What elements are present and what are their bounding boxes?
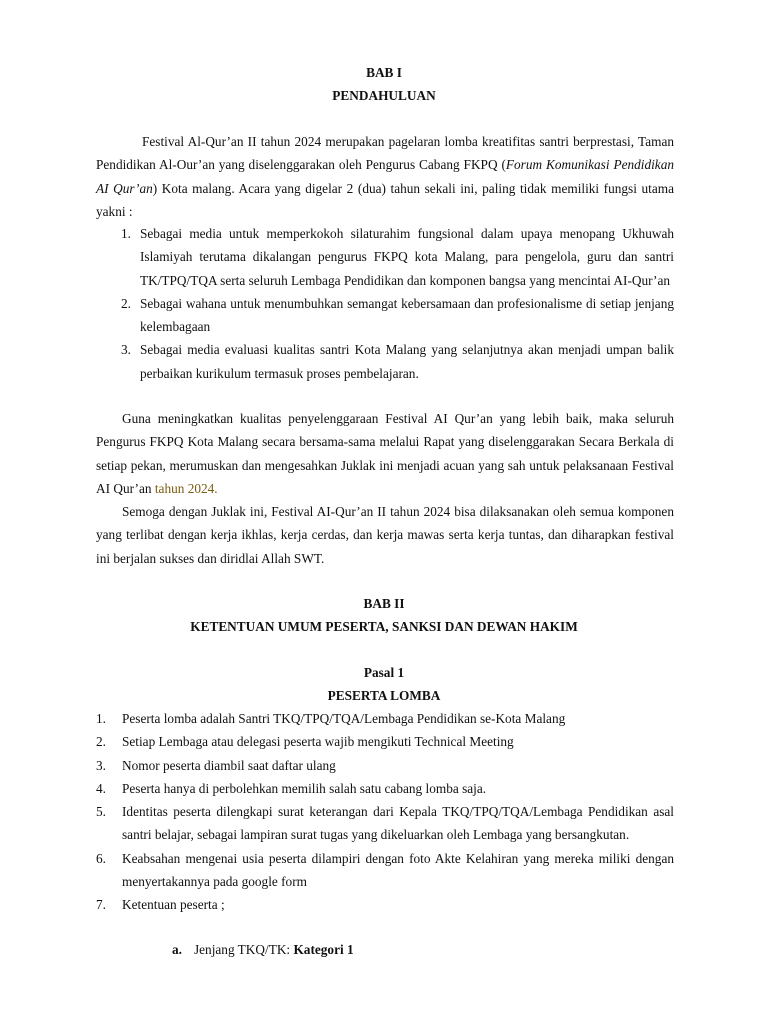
list-item — [121, 292, 674, 339]
bab1-title: BAB I — [366, 65, 402, 80]
list-number: 2. — [121, 295, 131, 311]
list-item — [96, 800, 674, 847]
list-item — [121, 338, 674, 385]
list-text: Peserta hanya di perbolehkan memilih salah satu cabang lomba saja. — [122, 780, 487, 796]
pasal1-title: Pasal 1 — [363, 665, 405, 680]
intro-paragraph — [96, 130, 674, 223]
list-item — [96, 730, 674, 753]
paragraph-semoga — [96, 500, 674, 570]
sub-letter: a. — [172, 942, 182, 957]
pendahuluan-list — [121, 222, 674, 385]
list-text: Sebagai wahana untuk menumbuhkan semangat kebersamaan dan profesionalisme di setiap jenjang kelembagaan — [140, 295, 674, 335]
list-number: 6. — [96, 850, 106, 866]
list-number: 5. — [96, 804, 106, 820]
paragraph-guna — [96, 407, 674, 500]
peserta-list — [96, 707, 674, 917]
list-number: 3. — [96, 757, 106, 773]
list-item — [96, 777, 674, 800]
list-text: Identitas peserta dilengkapi surat keterangan dari Kepala TKQ/TPQ/TQA/Lembaga Pendidikan asal santri belajar, sebagai lampiran surat tugas yang dikeluarkan oleh Lembaga yang bersangkutan. — [122, 804, 674, 843]
list-text: Setiap Lembaga atau delegasi peserta wajib mengikuti Technical Meeting — [122, 734, 514, 750]
intro-italic: Forum Komunikasi Pendidikan AI Qur’an — [96, 157, 675, 196]
bab2-title: BAB II — [363, 596, 405, 611]
bab1-subtitle: PENDAHULUAN — [332, 88, 436, 103]
list-text: Keabsahan mengenai usia peserta dilampiri dengan foto Akte Kelahiran yang mereka miliki dengan menyertakannya pada google form — [122, 850, 674, 890]
semoga-text: Semoga dengan Juklak ini, Festival AI-Qur’an II tahun 2024 bisa dilaksanakan oleh semua komponen yang terlibat dengan kerja ikhlas, kerja cerdas, dan kerja mawas serta kerja tuntas, dan diharapkan festival ini berjalan sukses dan diridlai Allah SWT. — [96, 504, 674, 566]
list-number: 1. — [121, 226, 131, 241]
list-text: Peserta lomba adalah Santri TKQ/TPQ/TQA/Lembaga Pendidikan se-Kota Malang — [122, 711, 566, 726]
list-number: 2. — [96, 734, 106, 750]
list-item — [96, 847, 674, 894]
list-number: 4. — [96, 780, 106, 796]
list-text: Ketentuan peserta ; — [122, 897, 225, 913]
intro-text-1: Festival Al-Qur’an II tahun 2024 merupakan pagelaran lomba kreatifitas santri berprestasi, Taman Pendidikan Al-Our’an yang diselenggarakan oleh Pengurus Cabang FKPQ ( — [96, 134, 674, 173]
sub-item-a — [172, 938, 354, 961]
sub-category: Kategori 1 — [293, 942, 354, 957]
list-text: Sebagai media untuk memperkokoh silaturahim fungsional dalam upaya menopang Ukhuwah Islamiyah terutama dikalangan pengurus FKPQ kota Malang, para pengelola, guru dan santri TK/TPQ/TQA serta seluruh Lembaga Pendidikan dan komponen bangsa yang mencintai AI-Qur’an — [140, 226, 674, 288]
list-item — [96, 754, 674, 777]
guna-text: Guna meningkatkan kualitas penyelenggaraan Festival AI Qur’an yang lebih baik, maka seluruh Pengurus FKPQ Kota Malang secara bersama-sama melalui Rapat yang diselenggarakan Secara Berkala di setiap pekan, merumuskan dan mengesahkan Juklak ini menjadi acuan yang sah untuk pelaksanaan Festival AI Qur’an — [96, 411, 674, 496]
pasal1-subtitle: PESERTA LOMBA — [327, 688, 441, 703]
list-item — [121, 222, 674, 292]
list-number: 7. — [96, 897, 106, 913]
list-number: 1. — [96, 711, 106, 726]
list-item — [96, 893, 674, 916]
list-text: Nomor peserta diambil saat daftar ulang — [122, 757, 336, 773]
list-number: 3. — [121, 342, 131, 358]
list-text: Sebagai media evaluasi kualitas santri Kota Malang yang selanjutnya akan menjadi umpan balik perbaikan kurikulum termasuk proses pembelajaran. — [140, 342, 674, 381]
sub-text: Jenjang TKQ/TK: — [193, 942, 294, 957]
list-item — [96, 707, 674, 730]
guna-year: tahun 2024. — [154, 480, 218, 496]
intro-text-2: ) Kota malang. Acara yang digelar 2 (dua) tahun sekali ini, paling tidak memiliki fungsi utama yakni : — [96, 180, 674, 219]
bab2-subtitle: KETENTUAN UMUM PESERTA, SANKSI DAN DEWAN HAKIM — [190, 619, 578, 634]
